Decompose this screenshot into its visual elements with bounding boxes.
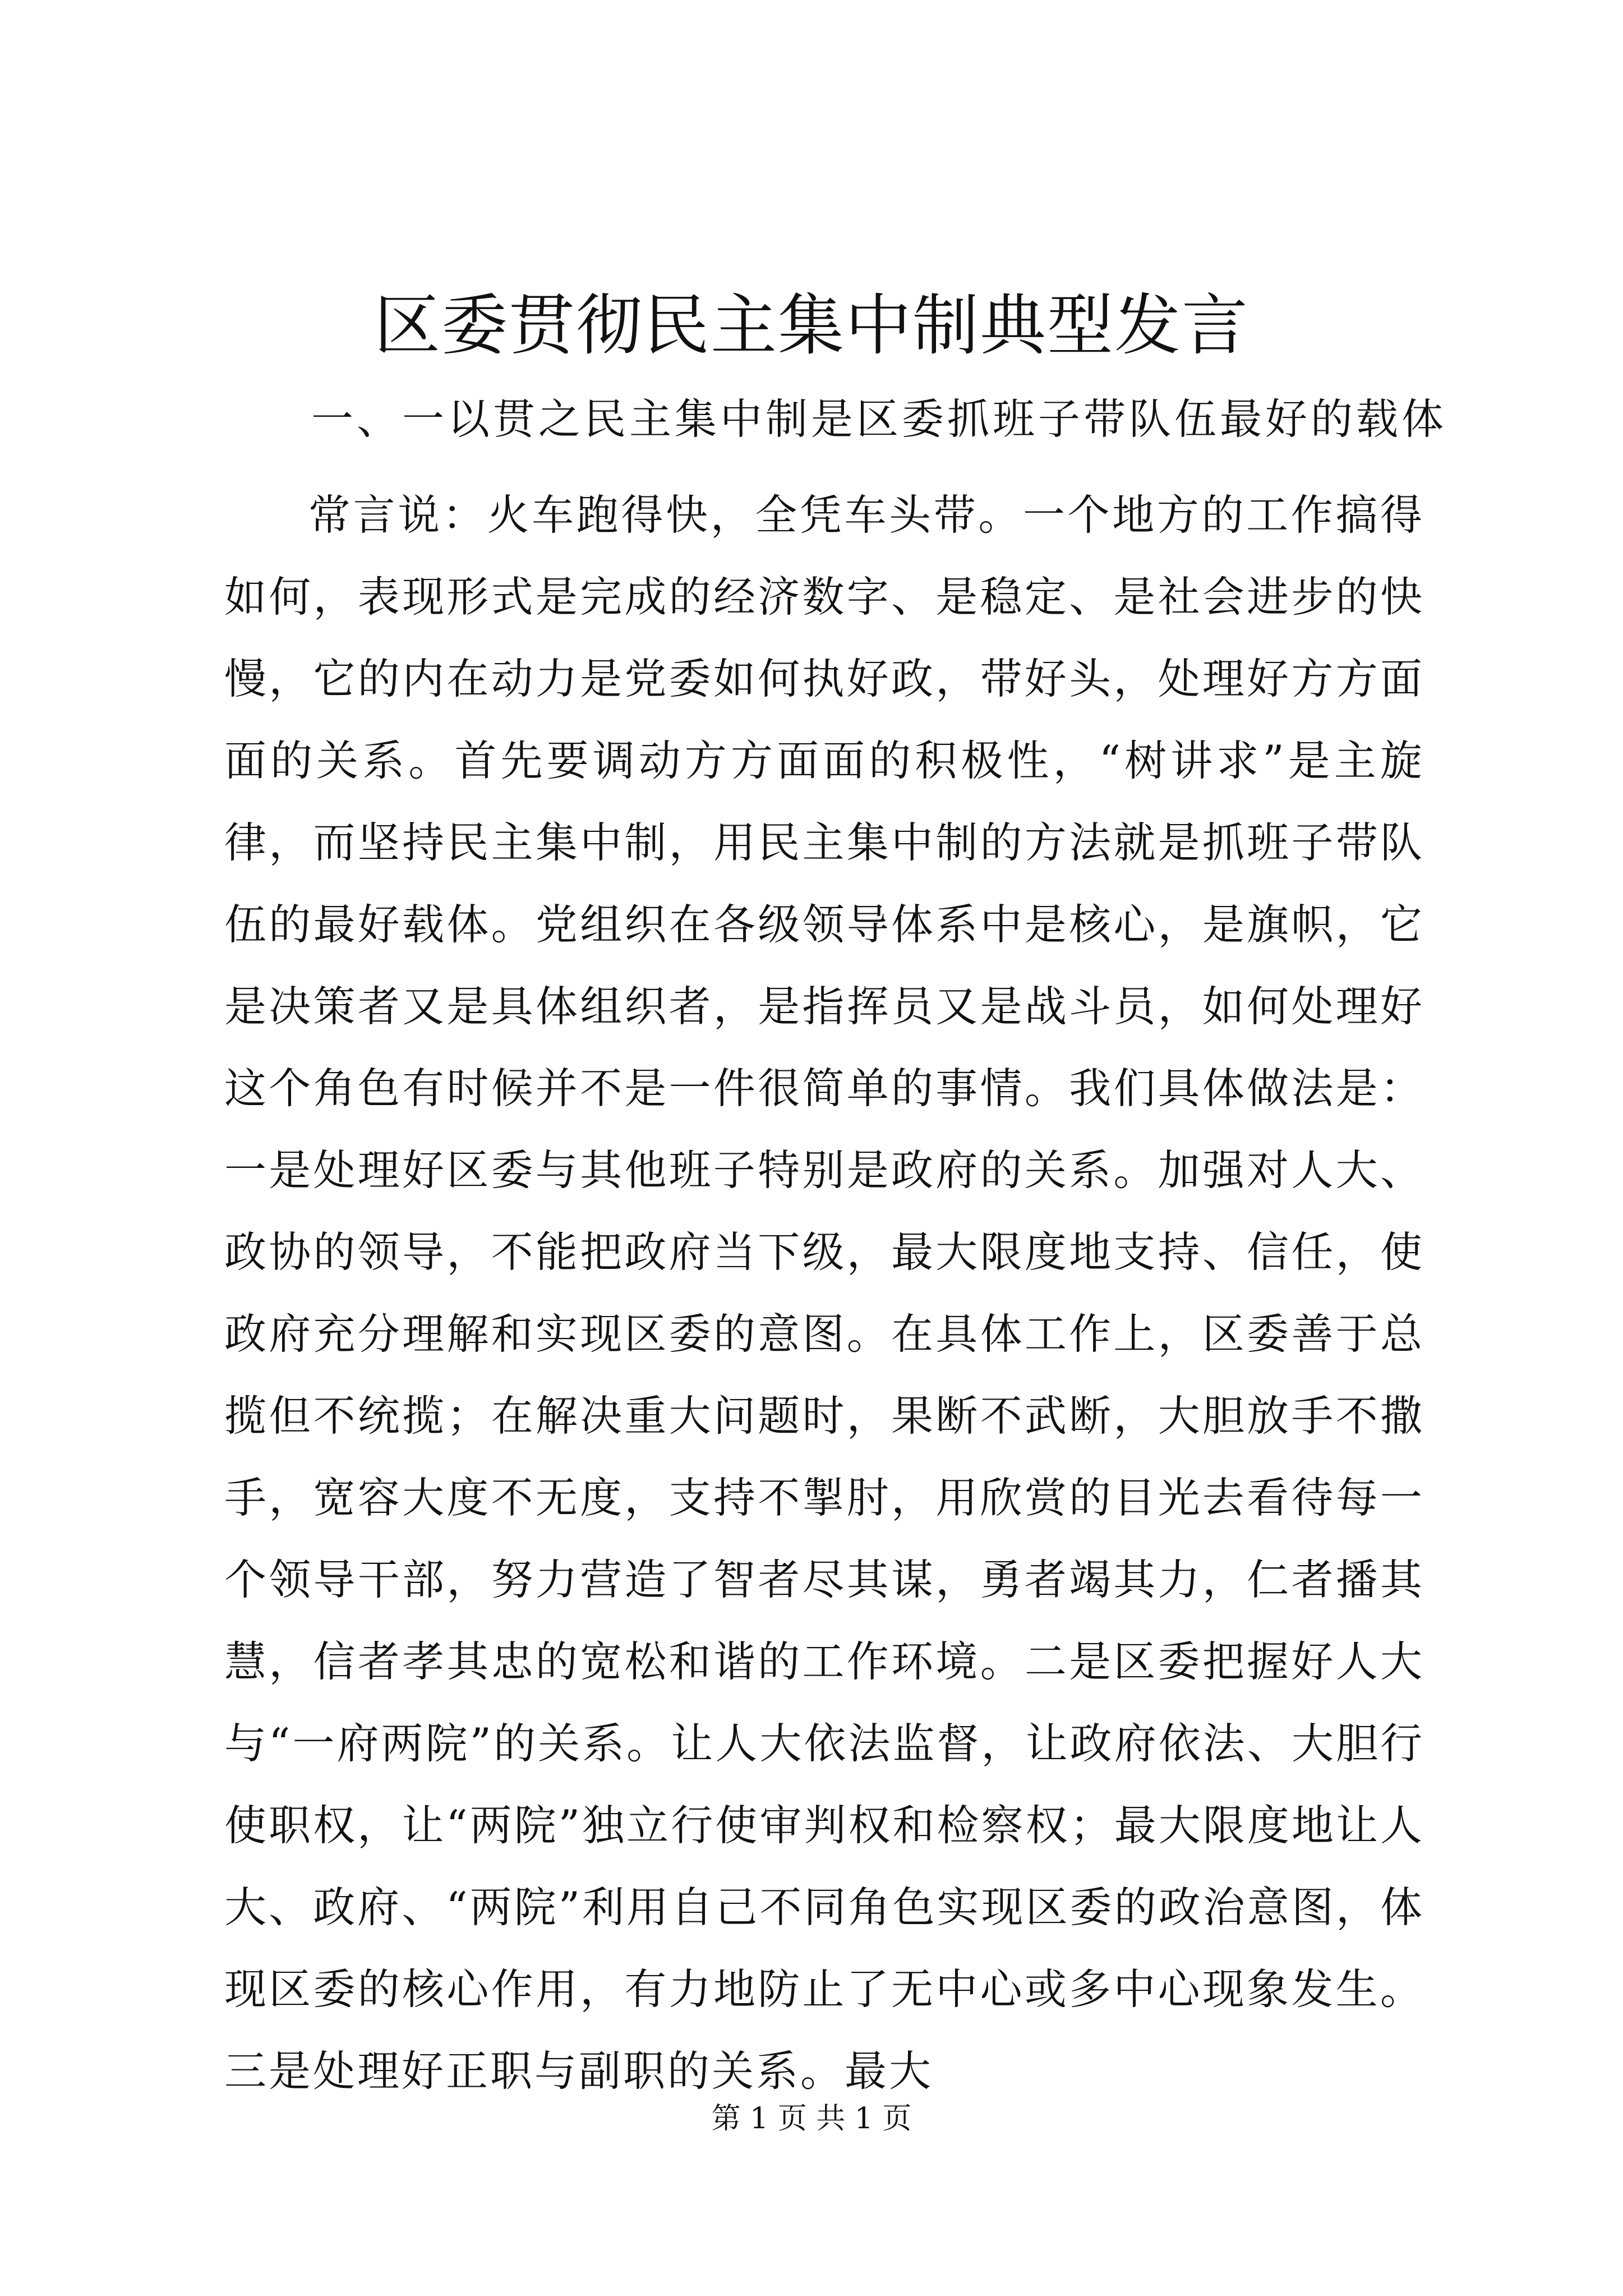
document-title: 区委贯彻民主集中制典型发言	[374, 287, 1249, 364]
page-number-footer: 第 1 页 共 1 页	[711, 2102, 912, 2136]
section-heading: 一、一以贯之民主集中制是区委抓班子带队伍最好的载体	[311, 394, 1447, 444]
body-paragraph: 常言说：火车跑得快，全凭车头带。一个地方的工作搞得如何，表现形式是完成的经济数字、是稳定、是社会进步的快慢，它的内在动力是党委如何执好政，带好头，处理好方方面面的关系。首先要调动方方面面的积极性，“树讲求”是主旋律，而坚持民主集中制，用民主集中制的方法就是抓班子带队伍的最好载体。党组织在各级领导体系中是核心，是旗帜，它是决策者又是具体组织者，是指挥员又是战斗员，如何处理好这个角色有时候并不是一件很简单的事情。我们具体做法是：一是处理好区委与其他班子特别是政府的关系。加强对人大、政协的领导，不能把政府当下级，最大限度地支持、信任，使政府充分理解和实现区委的意图。在具体工作上，区委善于总揽但不统揽；在解决重大问题时，果断不武断，大胆放手不撒手，宽容大度不无度，支持不掣肘，用欣赏的目光去看待每一个领导干部，努力营造了智者尽其谋，勇者竭其力，仁者播其慧，信者孝其忠的宽松和谐的工作环境。二是区委把握好人大与“一府两院”的关系。让人大依法监督，让政府依法、大胆行使职权，让“两院”独立行使审判权和检察权；最大限度地让人大、政府、“两院”利用自己不同角色实现区委的政治意图，体现区委的核心作用，有力地防止了无中心或多中心现象发生。三是处理好正职与副职的关系。最大	[224, 490, 1424, 2096]
